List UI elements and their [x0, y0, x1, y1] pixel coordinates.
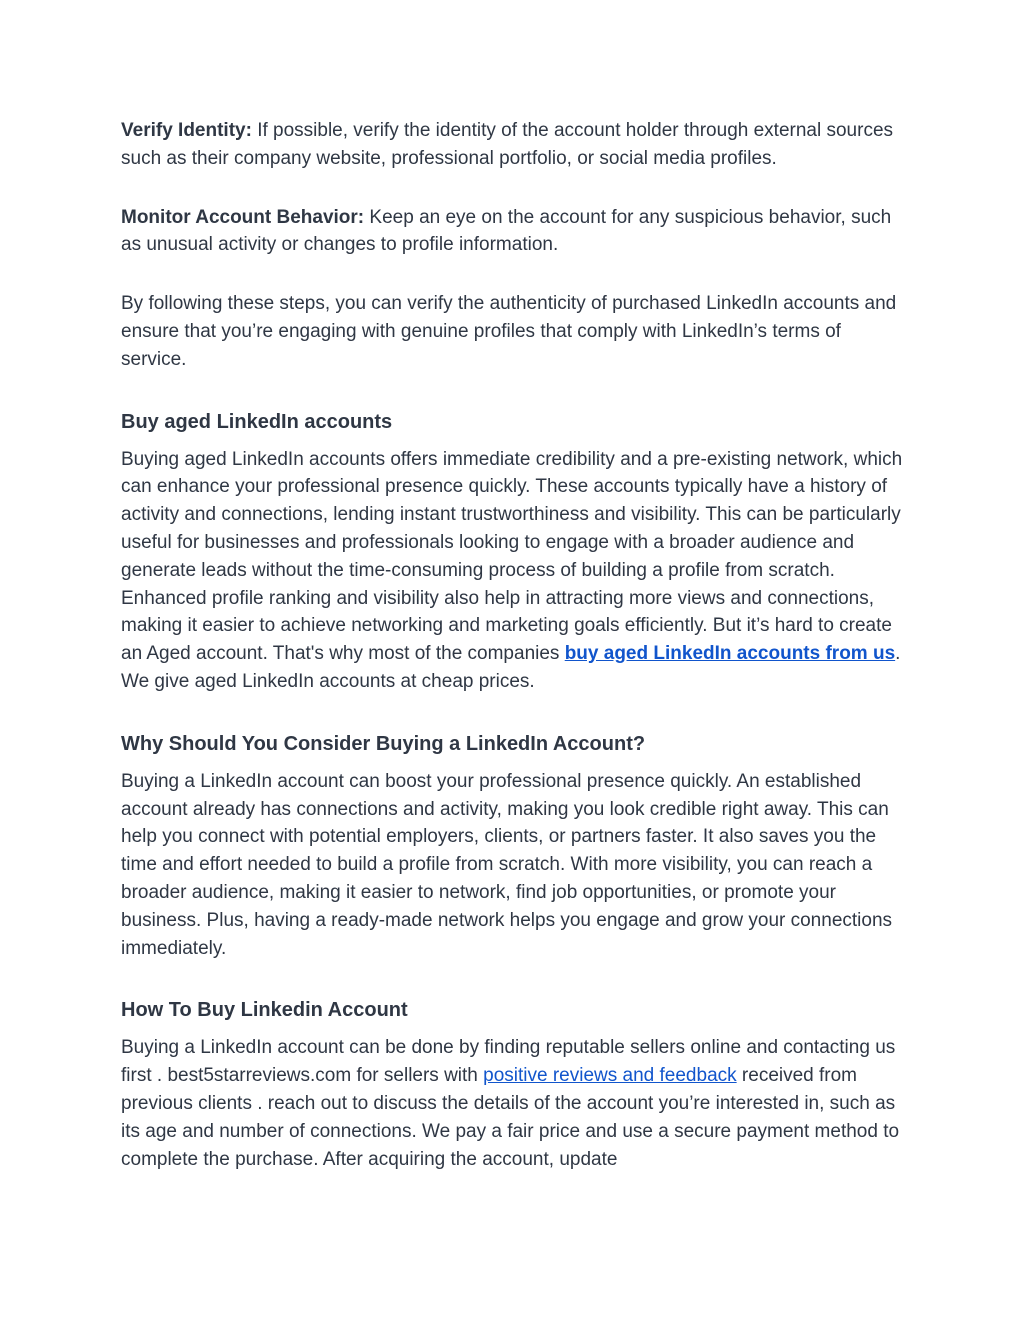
heading-why-consider: Why Should You Consider Buying a LinkedIn Account? — [121, 732, 646, 755]
verify-identity-paragraph — [121, 117, 911, 173]
heading-buy-aged-accounts: Buy aged LinkedIn accounts — [121, 410, 393, 433]
buy-aged-text-after: . We give aged LinkedIn accounts at cheap prices. — [121, 643, 901, 692]
summary-paragraph: By following these steps, you can verify the authenticity of purchased LinkedIn accounts and ensure that you’re engaging with genuine profiles that comply with LinkedIn’s terms of service. — [121, 293, 897, 370]
monitor-behavior-paragraph — [121, 204, 911, 260]
positive-reviews-link[interactable]: positive reviews and feedback — [483, 1065, 737, 1087]
buy-aged-accounts-link[interactable]: buy aged LinkedIn accounts from us — [564, 643, 896, 665]
heading-how-to-buy: How To Buy Linkedin Account — [121, 999, 408, 1022]
why-consider-paragraph: Buying a LinkedIn account can boost your professional presence quickly. An established account already has connections and activity, making you look credible right away. This can help you connect with potential employers, clients, or partners faster. It also saves you the time and effort needed to build a profile from scratch. With more visibility, you can reach a broader audience, making it easier to network, find job opportunities, or promote your business. Plus, having a ready-made network helps you engage and grow your connections immediately. — [121, 770, 893, 959]
verify-identity-text: If possible, verify the identity of the account holder through external sources such as their company website, professional portfolio, or social media profiles. — [121, 120, 894, 169]
buy-aged-accounts-paragraph — [121, 446, 911, 696]
how-to-buy-paragraph — [121, 1034, 911, 1173]
monitor-behavior-term: Monitor Account Behavior: — [121, 206, 365, 228]
buy-aged-text-before: Buying aged LinkedIn accounts offers immediate credibility and a pre-existing network, which can enhance your professional presence quickly. These accounts typically have a history of activity and connections, lending instant trustworthiness and visibility. This can be particularly useful for businesses and professionals looking to engage with a broader audience and generate leads without the time-consuming process of building a profile from scratch. Enhanced profile ranking and visibility also help in attracting more views and connections, making it easier to achieve networking and marketing goals efficiently. But it’s hard to create an Aged account. That's why most of the companies — [121, 448, 903, 665]
monitor-behavior-text: Keep an eye on the account for any suspicious behavior, such as unusual activity or changes to profile information. — [121, 206, 892, 256]
document-page — [121, 117, 911, 1173]
how-to-buy-text-before: Buying a LinkedIn account can be done by finding reputable sellers online and contacting us first . best5starreviews.com for sellers with — [121, 1037, 896, 1087]
verify-identity-term: Verify Identity: — [121, 120, 252, 141]
how-to-buy-text-after: received from previous clients . reach out to discuss the details of the account you’re interested in, such as its age and number of connections. We pay a fair price and use a secure payment method to complete the purchase. After acquiring the account, update — [121, 1065, 900, 1170]
